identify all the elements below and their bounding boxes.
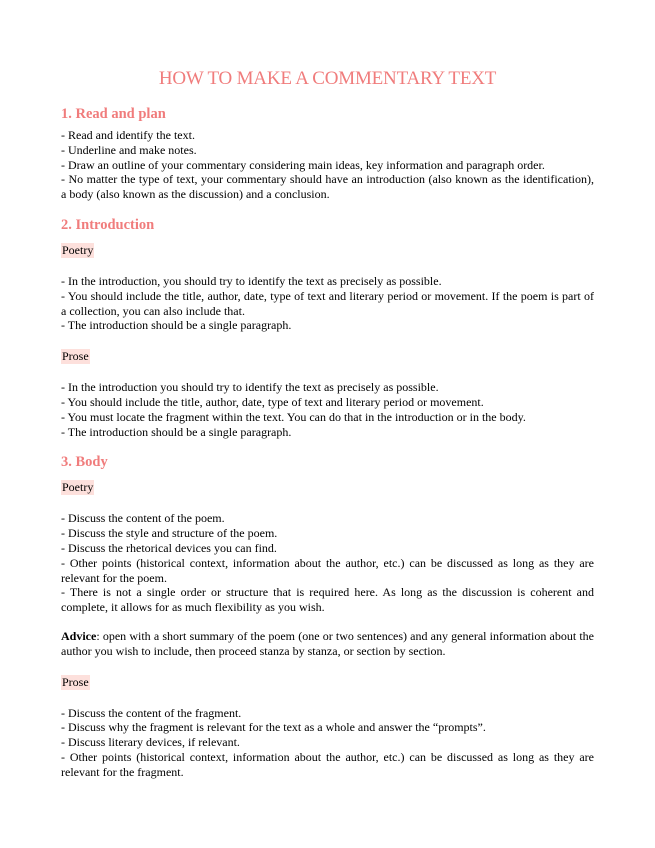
list-item: - Discuss the rhetorical devices you can find. xyxy=(61,540,277,555)
section-heading-read-and-plan: 1. Read and plan xyxy=(61,106,166,122)
list-item: - Underline and make notes. xyxy=(61,142,197,157)
document-page xyxy=(61,0,594,780)
body-prose-list xyxy=(61,706,594,780)
list-item: - You must locate the fragment within the text. You can do that in the introduction or in the body. xyxy=(61,409,526,424)
introduction-prose-label: Prose xyxy=(62,349,89,364)
list-item: - Discuss the style and structure of the poem. xyxy=(61,526,278,541)
list-item: - Discuss the content of the fragment. xyxy=(61,705,242,720)
advice-text: : open with a short summary of the poem (one or two sentences) and any general information about the author you wish to include, then proceed stanza by stanza, or section by section. xyxy=(61,628,594,658)
list-item: - Read and identify the text. xyxy=(61,128,195,142)
introduction-prose-list xyxy=(61,380,594,439)
advice-label: Advice xyxy=(61,628,97,643)
read-and-plan-list xyxy=(61,128,594,202)
section-heading-introduction: 2. Introduction xyxy=(61,216,155,233)
list-item: - Other points (historical context, information about the author, etc.) can be discussed as long as they are relevant for the fragment. xyxy=(61,749,594,779)
introduction-poetry-label: Poetry xyxy=(62,242,94,257)
list-item: - Discuss literary devices, if relevant. xyxy=(61,735,240,750)
list-item: - The introduction should be a single paragraph. xyxy=(61,318,292,333)
list-item: - You should include the title, author, date, type of text and literary period or movement. xyxy=(61,394,484,409)
section-heading-body: 3. Body xyxy=(61,454,108,471)
body-poetry-list xyxy=(61,511,594,615)
list-item: - Discuss the content of the poem. xyxy=(61,511,225,526)
list-item: - Other points (historical context, information about the author, etc.) can be discussed as long as they are relevant for the poem. xyxy=(61,555,594,585)
list-item: - The introduction should be a single paragraph. xyxy=(61,424,292,439)
introduction-poetry-list xyxy=(61,274,594,333)
list-item: - Draw an outline of your commentary considering main ideas, key information and paragraph order. xyxy=(61,157,545,172)
document-title: HOW TO MAKE A COMMENTARY TEXT xyxy=(158,68,497,89)
list-item: - Discuss why the fragment is relevant for the text as a whole and answer the “prompts”. xyxy=(61,720,486,735)
list-item: - In the introduction you should try to identify the text as precisely as possible. xyxy=(61,380,439,395)
list-item: - You should include the title, author, date, type of text and literary period or movement. If the poem is part of a collection, you can also include that. xyxy=(61,288,594,318)
list-item: - No matter the type of text, your commentary should have an introduction (also known as the identification), a body (also known as the discussion) and a conclusion. xyxy=(61,172,594,202)
body-prose-label: Prose xyxy=(62,674,89,689)
body-poetry-label: Poetry xyxy=(62,480,94,495)
advice-paragraph xyxy=(61,629,594,659)
list-item: - There is not a single order or structure that is required here. As long as the discussion is coherent and complete, it allows for as much flexibility as you wish. xyxy=(61,585,594,615)
list-item: - In the introduction, you should try to identify the text as precisely as possible. xyxy=(61,273,442,288)
